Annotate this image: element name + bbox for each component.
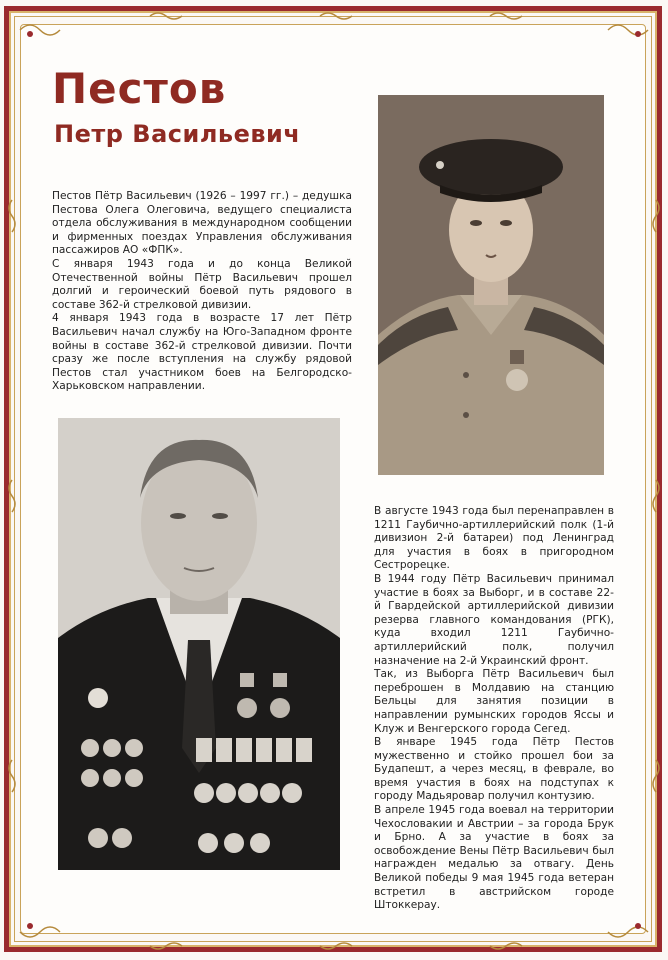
biography-left-column <box>52 190 352 394</box>
bio-paragraph: 4 января 1943 года в возрасте 17 лет Пётр Васильевич начал службу на Юго-Западном фронте войны в составе 362-й стрелковой дивизии. Почти сразу же после вступления на службу рядовой Пестов стал участником боев на Белгородско-Харьковском направлении. <box>52 312 352 393</box>
bio-paragraph: В августе 1943 года был перенаправлен в 1211 Гаубично-артиллерийский полк (1-й дивизион 2-й батареи) под Ленинград для участия в боях в пригородном Сестрорецке. <box>374 505 614 572</box>
bio-paragraph: В 1944 году Пётр Васильевич принимал участие в боях за Выборг, и в составе 22-й Гвардейской артиллерийской дивизии резерва главного командования (РГК), куда входил 1211 Гаубично-артиллерийский полк, получил назначение на 2-й Украинский фронт. <box>374 572 614 667</box>
bio-paragraph: Пестов Пётр Васильевич (1926 – 1997 гг.) – дедушка Пестова Олега Олеговича, ведущего специалиста отдела обслуживания в международном сообщении и фирменных поездах Управления обслуживания пассажиров АО «ФПК». <box>52 190 352 257</box>
bio-paragraph: В январе 1945 года Пётр Пестов мужественно и стойко прошел бои за Будапешт, а через месяц, в феврале, во время участия в боях на подступах к городу Мадьяровар получил контузию. <box>374 736 614 803</box>
portrait-young-soldier <box>378 95 604 475</box>
page-subtitle-name: Петр Васильевич <box>54 120 301 148</box>
veteran-portrait-icon <box>58 418 340 870</box>
biography-right-column <box>374 505 614 913</box>
soldier-portrait-icon <box>378 95 604 475</box>
page-title-surname: Пестов <box>52 64 227 113</box>
portrait-veteran <box>58 418 340 870</box>
bio-paragraph: Так, из Выборга Пётр Васильевич был переброшен в Молдавию на станцию Бельцы для занятия позиции в направлении румынских городов Яссы и Клуж и Венгерского города Сегед. <box>374 668 614 735</box>
bio-paragraph: С января 1943 года и до конца Великой Отечественной войны Пётр Васильевич прошел долгий и героический боевой путь рядового в составе 362-й стрелковой дивизии. <box>52 257 352 311</box>
bio-paragraph: В апреле 1945 года воевал на территории Чехословакии и Австрии – за города Брук и Брно. А за участие в боях за освобождение Вены Пётр Васильевич был награжден медалью за отвагу. День Великой победы 9 мая 1945 года ветеран встретил в австрийском городе Штоккерау. <box>374 804 614 912</box>
